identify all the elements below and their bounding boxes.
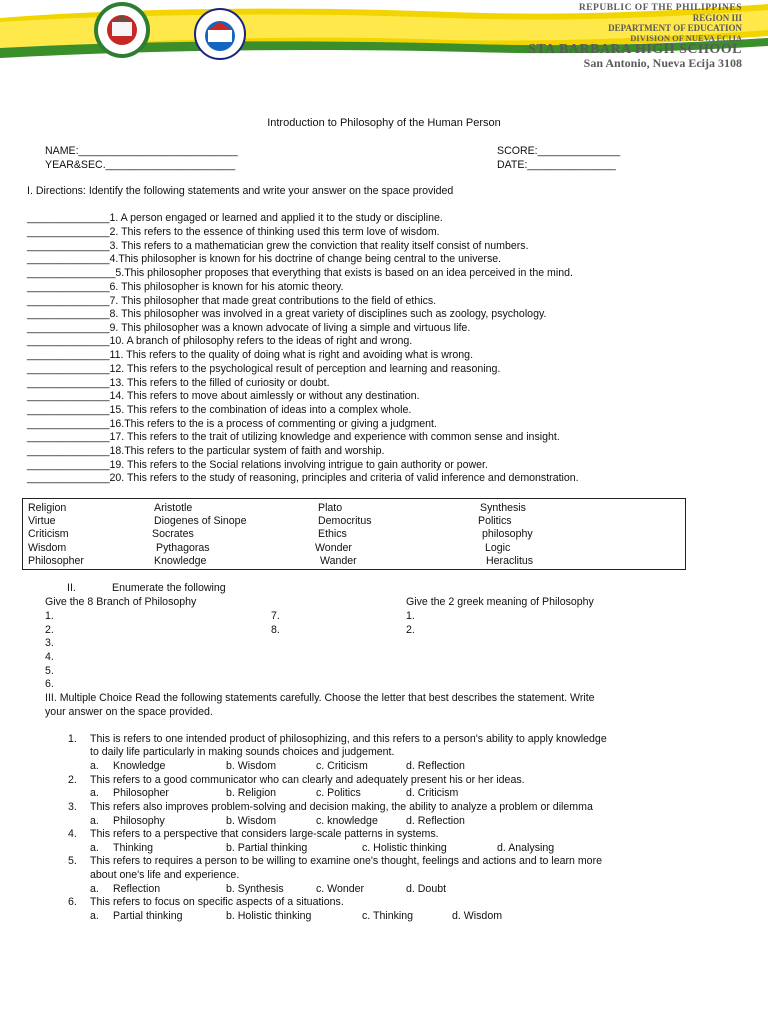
section2-heading: Enumerate the following xyxy=(112,582,226,594)
header-banner xyxy=(0,0,768,70)
question-number: 5. xyxy=(68,855,77,867)
option-d[interactable]: d. Reflection xyxy=(406,815,465,827)
identify-item[interactable]: ______________9. This philosopher was a known advocate of living a simple and virtuous life. xyxy=(27,322,471,334)
question-text: This refers to requires a person to be willing to examine one's thought, feelings and actions and to learn more xyxy=(90,855,602,867)
option-d[interactable]: d. Analysing xyxy=(497,842,555,854)
word-bank-item: Plato xyxy=(318,502,343,514)
yearsec-field[interactable]: YEAR&SEC.______________________ xyxy=(45,159,236,171)
word-bank-item: Diogenes of Sinope xyxy=(154,515,247,527)
identify-item[interactable]: ______________2. This refers to the essence of thinking used this term love of wisdom. xyxy=(27,226,440,238)
question-text: This is refers to one intended product of philosophizing, and this refers to a person's ability to apply knowledge xyxy=(90,733,607,745)
word-bank-item: Pythagoras xyxy=(156,542,210,554)
identify-item[interactable]: ______________10. A branch of philosophy refers to the ideas of right and wrong. xyxy=(27,335,413,347)
question-text: This refers to focus on specific aspects of a situations. xyxy=(90,896,344,908)
school-header-text xyxy=(528,3,742,70)
word-bank-item: Criticism xyxy=(28,528,69,540)
enum-number[interactable]: 4. xyxy=(45,651,54,663)
header-line-republic: REPUBLIC OF THE PHILIPPINES xyxy=(578,3,742,13)
enum-number[interactable]: 2. xyxy=(45,624,54,636)
enum-number[interactable]: 1. xyxy=(406,610,415,622)
identify-item[interactable]: ______________4.This philosopher is known for his doctrine of change being central to the universe. xyxy=(27,253,502,265)
option-letter: a. xyxy=(90,883,99,895)
enum-number[interactable]: 8. xyxy=(271,624,280,636)
question-text: about one's life and experience. xyxy=(90,869,240,881)
enum-number[interactable]: 3. xyxy=(45,637,54,649)
option-d[interactable]: d. Doubt xyxy=(406,883,447,895)
word-bank-item: Virtue xyxy=(28,515,56,527)
question-number: 1. xyxy=(68,733,77,745)
header-line-division: DIVISION OF NUEVA ECIJA xyxy=(630,33,742,43)
option-d[interactable]: d. Wisdom xyxy=(452,910,503,922)
identify-item[interactable]: ______________7. This philosopher that made great contributions to the field of ethics. xyxy=(27,295,437,307)
name-field[interactable]: NAME:___________________________ xyxy=(45,145,238,157)
identify-item[interactable]: ______________12. This refers to the psychological result of perception and learning and reasoning. xyxy=(27,363,501,375)
section3-intro-cont: your answer on the space provided. xyxy=(45,706,213,718)
enum-number[interactable]: 6. xyxy=(45,678,54,690)
identify-item[interactable]: ______________13. This refers to the filled of curiosity or doubt. xyxy=(27,377,330,389)
identify-item[interactable]: ______________16.This refers to the is a process of commenting or giving a judgment. xyxy=(27,418,437,430)
deped-seal-icon xyxy=(195,9,245,59)
question-text: This refers to a good communicator who can clearly and adequately present his or her ideas. xyxy=(90,774,525,786)
header-line-school: STA BARBARA HIGH SCHOOL xyxy=(528,42,742,57)
option-c[interactable]: c. Politics xyxy=(316,787,361,799)
question-text: to daily life particularly in making sounds choices and judgement. xyxy=(90,746,395,758)
word-bank-item: Religion xyxy=(28,502,67,514)
question-text: This refers to a perspective that considers large-scale patterns in systems. xyxy=(90,828,439,840)
word-bank-box xyxy=(22,498,686,570)
identify-item[interactable]: ______________20. This refers to the study of reasoning, principles and criteria of valid inference and demonstration. xyxy=(27,472,579,484)
option-a[interactable]: Philosopher xyxy=(113,787,169,799)
option-letter: a. xyxy=(90,760,99,772)
header-line-address: San Antonio, Nueva Ecija 3108 xyxy=(583,56,742,70)
word-bank-item: Wisdom xyxy=(28,542,67,554)
word-bank-item: Wonder xyxy=(315,542,352,554)
option-b[interactable]: b. Wisdom xyxy=(226,760,277,772)
question-number: 2. xyxy=(68,774,77,786)
option-c[interactable]: c. Holistic thinking xyxy=(362,842,447,854)
identify-item[interactable]: ______________19. This refers to the Social relations involving intrigue to gain authority or power. xyxy=(27,459,488,471)
identify-item[interactable]: ______________14. This refers to move about aimlessly or without any destination. xyxy=(27,390,420,402)
identify-item[interactable]: ______________17. This refers to the trait of utilizing knowledge and experience with common sense and insight. xyxy=(27,431,560,443)
option-b[interactable]: b. Religion xyxy=(226,787,277,799)
option-b[interactable]: b. Synthesis xyxy=(226,883,284,895)
identify-item[interactable]: ______________18.This refers to the particular system of faith and worship. xyxy=(27,445,385,457)
option-letter: a. xyxy=(90,815,99,827)
option-letter: a. xyxy=(90,787,99,799)
word-bank-item: Synthesis xyxy=(480,502,526,514)
branches-title: Give the 8 Branch of Philosophy xyxy=(45,596,197,608)
identify-item[interactable]: ______________8. This philosopher was involved in a great variety of disciplines such as zoology, psychology. xyxy=(27,308,547,320)
enum-number[interactable]: 2. xyxy=(406,624,415,636)
identify-item[interactable]: _______________5.This philosopher proposes that everything that exists is based on an idea perceived in the mind. xyxy=(27,267,573,279)
school-seal-icon xyxy=(94,2,150,58)
option-letter: a. xyxy=(90,910,99,922)
identify-item[interactable]: ______________15. This refers to the combination of ideas into a complex whole. xyxy=(27,404,412,416)
enum-number[interactable]: 7. xyxy=(271,610,280,622)
option-d[interactable]: d. Reflection xyxy=(406,760,465,772)
word-bank-item: Democritus xyxy=(318,515,372,527)
option-c[interactable]: c. knowledge xyxy=(316,815,378,827)
enum-number[interactable]: 5. xyxy=(45,665,54,677)
option-d[interactable]: d. Criticism xyxy=(406,787,459,799)
option-b[interactable]: b. Partial thinking xyxy=(226,842,308,854)
word-bank-item: Politics xyxy=(478,515,512,527)
page-title: Introduction to Philosophy of the Human Person xyxy=(267,117,501,129)
option-c[interactable]: c. Wonder xyxy=(316,883,365,895)
identify-item[interactable]: ______________11. This refers to the quality of doing what is right and avoiding what is wrong. xyxy=(27,349,474,361)
option-letter: a. xyxy=(90,842,99,854)
option-a[interactable]: Thinking xyxy=(113,842,154,854)
word-bank-item: Heraclitus xyxy=(486,555,534,567)
header-line-region: REGION III xyxy=(692,13,742,23)
option-a[interactable]: Reflection xyxy=(113,883,161,895)
option-c[interactable]: c. Thinking xyxy=(362,910,414,922)
word-bank-item: Socrates xyxy=(152,528,194,540)
word-bank-item: Logic xyxy=(485,542,511,554)
identify-item[interactable]: ______________1. A person engaged or learned and applied it to the study or discipline. xyxy=(27,212,443,224)
date-field[interactable]: DATE:_______________ xyxy=(497,159,616,171)
score-field[interactable]: SCORE:______________ xyxy=(497,145,621,157)
greek-meaning-title: Give the 2 greek meaning of Philosophy xyxy=(406,596,594,608)
section3-intro: III. Multiple Choice Read the following statements carefully. Choose the letter that best describes the statement. Write xyxy=(45,692,595,704)
option-c[interactable]: c. Criticism xyxy=(316,760,368,772)
option-a[interactable]: Knowledge xyxy=(113,760,166,772)
option-b[interactable]: b. Wisdom xyxy=(226,815,277,827)
word-bank-item: Wander xyxy=(320,555,357,567)
identify-item[interactable]: ______________6. This philosopher is known for his atomic theory. xyxy=(27,281,344,293)
enum-number[interactable]: 1. xyxy=(45,610,54,622)
question-number: 4. xyxy=(68,828,77,840)
option-b[interactable]: b. Holistic thinking xyxy=(226,910,312,922)
question-number: 6. xyxy=(68,896,77,908)
identify-item[interactable]: ______________3. This refers to a mathematician grew the conviction that reality itself consist of numbers. xyxy=(27,240,529,252)
section2-number: II. xyxy=(67,582,76,594)
word-bank-item: Philosopher xyxy=(28,555,84,567)
word-bank-item: philosophy xyxy=(482,528,533,540)
word-bank-item: Knowledge xyxy=(154,555,207,567)
question-number: 3. xyxy=(68,801,77,813)
word-bank-item: Aristotle xyxy=(154,502,193,514)
section1-directions: I. Directions: Identify the following statements and write your answer on the space provided xyxy=(27,185,454,197)
header-line-department: DEPARTMENT OF EDUCATION xyxy=(608,23,742,33)
option-a[interactable]: Partial thinking xyxy=(113,910,183,922)
word-bank-item: Ethics xyxy=(318,528,347,540)
question-text: This refers also improves problem-solving and decision making, the ability to analyze a problem or dilemma xyxy=(90,801,593,813)
option-a[interactable]: Philosophy xyxy=(113,815,165,827)
